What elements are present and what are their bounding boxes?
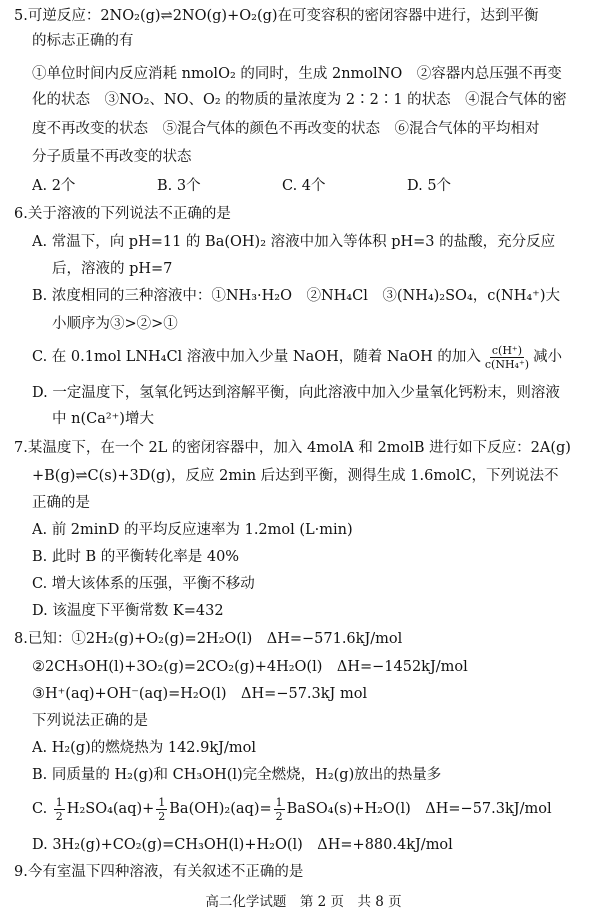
fraction-numerator: 1 [158, 795, 166, 809]
q7-option-c: C. 增大该体系的压强，平衡不移动 [32, 576, 255, 592]
q7-option-b: B. 此时 B 的平衡转化率是 40% [32, 549, 240, 565]
q6-option-b-cont: 小顺序为③>②>① [52, 316, 178, 332]
q8-equation-2: ②2CH₃OH(l)+3O₂(g)=2CO₂(g)+4H₂O(l) ΔH=−1452kJ/mol [32, 659, 468, 675]
q8-equation-3: ③H⁺(aq)+OH⁻(aq)=H₂O(l) ΔH=−57.3kJ mol [32, 686, 368, 702]
fraction-denominator: 2 [55, 809, 63, 823]
q8-question: 下列说法正确的是 [32, 713, 148, 729]
q7-option-d: D. 该温度下平衡常数 K=432 [32, 603, 224, 619]
q8-c-label: C. [32, 801, 52, 817]
q5-option-d: D. 5个 [407, 178, 452, 194]
q8-stem: 8.已知：①2H₂(g)+O₂(g)=2H₂O(l) ΔH=−571.6kJ/mol [14, 631, 403, 647]
q5-options [32, 175, 597, 197]
q6-stem: 6.关于溶液的下列说法不正确的是 [14, 206, 231, 222]
q5-stem: 5.可逆反应：2NO₂(g)⇌2NO(g)+O₂(g)在可变容积的密闭容器中进行，达到平衡 [14, 8, 539, 24]
q8-c-term: H₂SO₄(aq)+ [66, 801, 155, 817]
q9-stem: 9.今有室温下四种溶液，有关叙述不正确的是 [14, 864, 304, 880]
q8-option-d: D. 3H₂(g)+CO₂(g)=CH₃OH(l)+H₂O(l) ΔH=+880.4kJ/mol [32, 837, 453, 853]
half-fraction [54, 796, 65, 823]
q5-option-c: C. 4个 [282, 178, 326, 194]
q6-c-fraction [483, 344, 531, 371]
q8-option-a: A. H₂(g)的燃烧热为 142.9kJ/mol [32, 740, 256, 756]
fraction-numerator: c(H⁺) [491, 343, 523, 357]
fraction-denominator: c(NH₄⁺) [484, 357, 530, 371]
q7-option-a: A. 前 2minD 的平均反应速率为 1.2mol (L·min) [32, 522, 353, 538]
q7-stem-cont: 正确的是 [32, 495, 90, 511]
q7-stem-cont: +B(g)⇌C(s)+3D(g)，反应 2min 后达到平衡，测得生成 1.6molC，下列说法不 [32, 468, 559, 484]
q5-body-line: 度不再改变的状态 ⑤混合气体的颜色不再改变的状态 ⑥混合气体的平均相对 [32, 121, 540, 137]
q6-option-a: A. 常温下，向 pH=11 的 Ba(OH)₂ 溶液中加入等体积 pH=3 的盐酸，充分反应 [32, 234, 556, 250]
q6-c-text: C. 在 0.1mol LNH₄Cl 溶液中加入少量 NaOH，随着 NaOH 的加入 [32, 349, 481, 365]
half-fraction [274, 796, 285, 823]
q6-option-c [32, 340, 597, 374]
q6-option-b: B. 浓度相同的三种溶液中：①NH₃·H₂O ②NH₄Cl ③(NH₄)₂SO₄，c(NH₄⁺)大 [32, 288, 560, 304]
q5-option-a: A. 2个 [32, 178, 76, 194]
q5-body-line: 分子质量不再改变的状态 [32, 149, 192, 165]
fraction-numerator: 1 [55, 795, 63, 809]
q6-c-tail: 减小 [533, 349, 563, 365]
fraction-numerator: 1 [275, 795, 283, 809]
fraction-denominator: 2 [275, 809, 283, 823]
q5-body-line: 化的状态 ③NO₂、NO、O₂ 的物质的量浓度为 2∶2∶1 的状态 ④混合气体的密 [32, 92, 567, 108]
q8-option-c [32, 792, 597, 826]
q6-option-d: D. 一定温度下，氢氧化钙达到溶解平衡，向此溶液中加入少量氧化钙粉末，则溶液 [32, 385, 560, 401]
q8-c-term: Ba(OH)₂(aq)= [169, 801, 272, 817]
q8-option-b: B. 同质量的 H₂(g)和 CH₃OH(l)完全燃烧，H₂(g)放出的热量多 [32, 767, 442, 783]
q8-c-term: BaSO₄(s)+H₂O(l) ΔH=−57.3kJ/mol [286, 801, 552, 817]
q7-stem: 7.某温度下，在一个 2L 的密闭容器中，加入 4molA 和 2molB 进行如下反应：2A(g) [14, 440, 571, 456]
q6-option-a-cont: 后，溶液的 pH=7 [52, 261, 173, 277]
page-footer: 高二化学试题 第 2 页 共 8 页 [205, 894, 402, 910]
fraction-denominator: 2 [158, 809, 166, 823]
half-fraction [156, 796, 167, 823]
q5-stem-cont: 的标志正确的有 [32, 33, 134, 49]
q5-body-line: ①单位时间内反应消耗 nmolO₂ 的同时，生成 2nmolNO ②容器内总压强不再变 [32, 66, 562, 82]
q6-option-d-cont: 中 n(Ca²⁺)增大 [52, 411, 154, 427]
q5-option-b: B. 3个 [157, 178, 201, 194]
